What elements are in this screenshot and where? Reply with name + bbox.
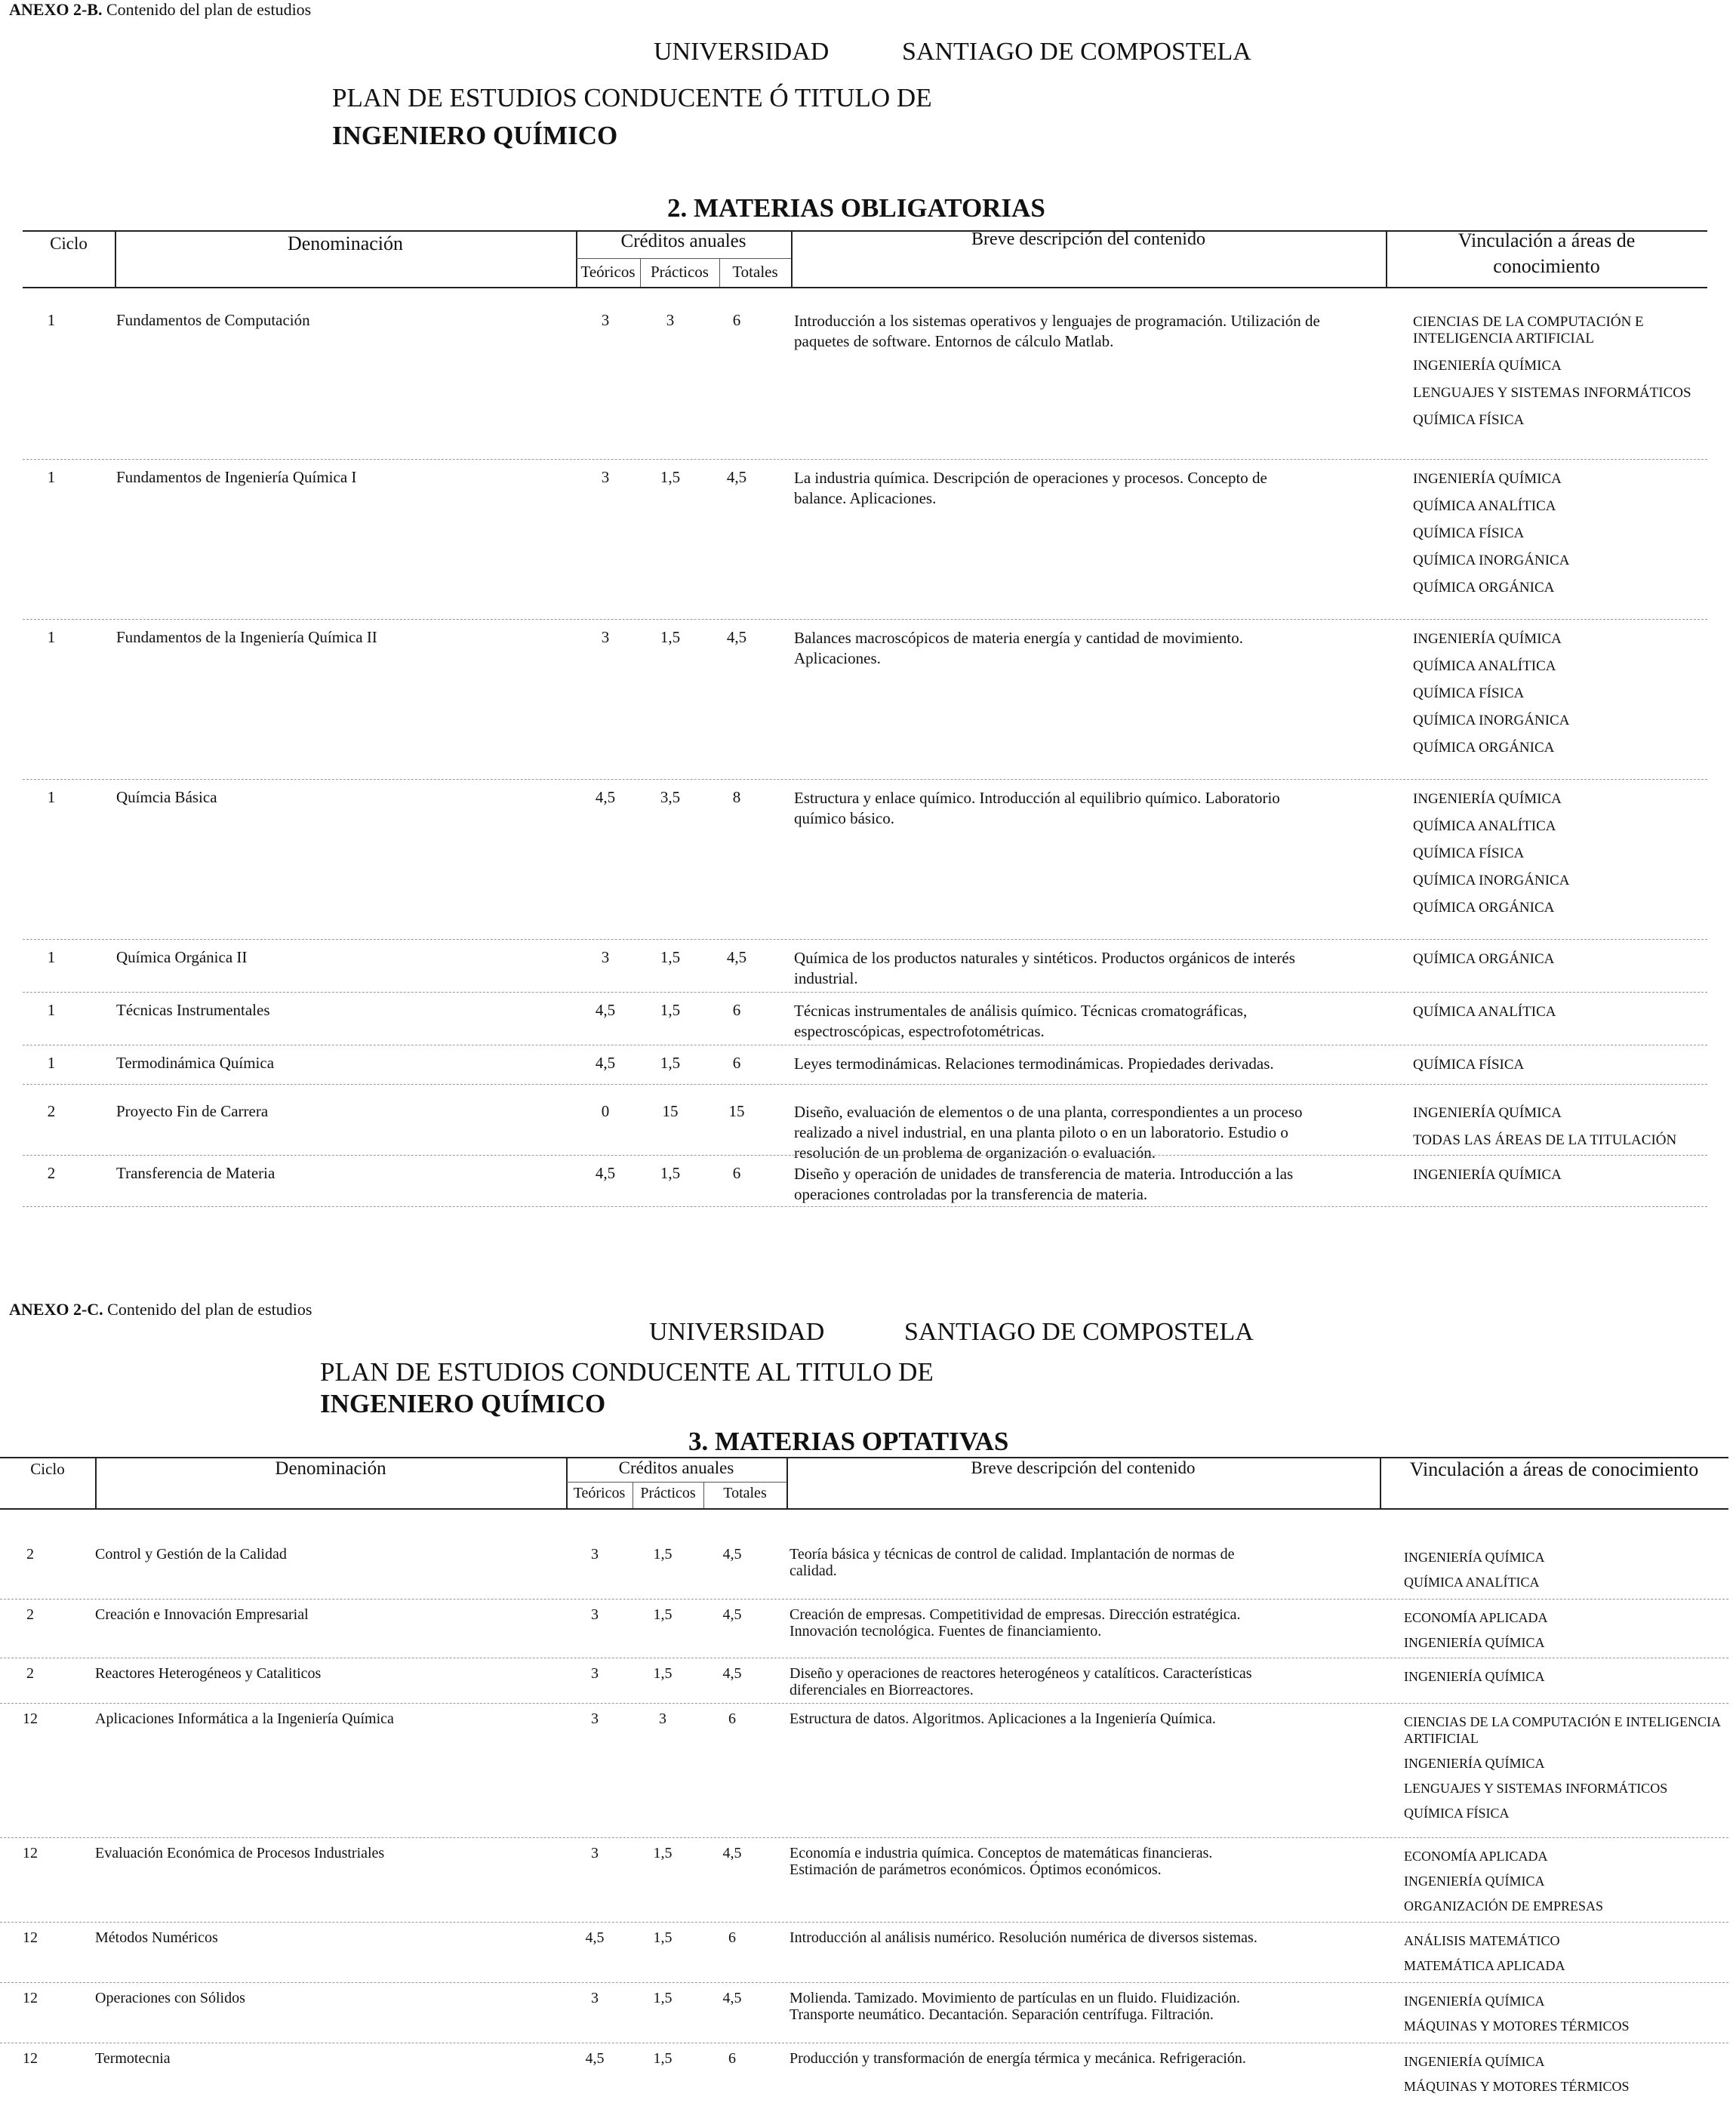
area-item: INGENIERÍA QUÍMICA	[1413, 791, 1562, 807]
annex-b-code: ANEXO 2-B.	[9, 0, 103, 19]
area-item: MATEMÁTICA APLICADA	[1404, 1958, 1565, 1973]
area-item: QUÍMICA FÍSICA	[1413, 412, 1525, 428]
description-line: Estructura y enlace químico. Introducción al equilibrio químico. Laboratorio	[794, 789, 1280, 807]
cell-descripcion	[794, 628, 1390, 669]
cell-areas	[1413, 1105, 1715, 1159]
description-line: balance. Aplicaciones.	[794, 489, 937, 507]
area-item: QUÍMICA INORGÁNICA	[1413, 553, 1570, 568]
cell-denominacion: Proyecto Fin de Carrera	[116, 1102, 269, 1120]
cell-practicos: 1,5	[660, 1001, 681, 1019]
row-separator	[0, 1982, 1728, 1983]
header-teoricos-c: Teóricos	[573, 1485, 626, 1501]
cell-denominacion: Químcia Básica	[116, 788, 217, 806]
cell-teoricos: 4,5	[595, 1001, 616, 1019]
description-line: Técnicas instrumentales de análisis químico. Técnicas cromatográficas,	[794, 1002, 1248, 1020]
cell-descripcion	[790, 1710, 1378, 1727]
cell-practicos: 1,5	[660, 1054, 681, 1072]
area-item: QUÍMICA FÍSICA	[1413, 1057, 1525, 1073]
cell-descripcion	[790, 2050, 1378, 2067]
row-separator	[23, 779, 1707, 780]
annex-c-code: ANEXO 2-C.	[9, 1300, 103, 1319]
universidad-name-b: SANTIAGO DE COMPOSTELA	[902, 38, 1251, 66]
cell-descripcion	[794, 1164, 1390, 1205]
cell-totales: 6	[728, 2050, 736, 2067]
section-title-obligatorias: 2. MATERIAS OBLIGATORIAS	[667, 193, 1045, 223]
cell-totales: 8	[732, 788, 741, 806]
cell-ciclo: 1	[47, 788, 56, 806]
cell-areas	[1413, 791, 1715, 927]
cell-ciclo: 1	[47, 948, 56, 966]
cell-teoricos: 4,5	[585, 1929, 605, 1946]
cell-ciclo: 12	[23, 2050, 38, 2067]
cell-areas	[1413, 1167, 1715, 1194]
area-item: QUÍMICA ORGÁNICA	[1413, 740, 1555, 756]
cell-descripcion	[794, 468, 1390, 509]
description-line: Balances macroscópicos de materia energía y cantidad de movimiento.	[794, 629, 1243, 647]
area-item: INGENIERÍA QUÍMICA	[1404, 1874, 1545, 1889]
cell-descripcion	[790, 1845, 1378, 1878]
cell-ciclo: 1	[47, 1001, 56, 1019]
header-ciclo: Ciclo	[50, 234, 88, 253]
cell-denominacion: Control y Gestión de la Calidad	[95, 1546, 287, 1563]
cell-teoricos: 3	[601, 311, 610, 329]
area-item: INGENIERÍA QUÍMICA	[1404, 1635, 1545, 1650]
header-ciclo-c: Ciclo	[30, 1460, 65, 1478]
cell-ciclo: 2	[26, 1665, 34, 1682]
cell-ciclo: 12	[23, 1929, 38, 1946]
cell-denominacion: Transferencia de Materia	[116, 1164, 275, 1182]
header-practicos: Prácticos	[651, 263, 709, 281]
universidad-label-b: UNIVERSIDAD	[654, 38, 830, 66]
cell-teoricos: 3	[591, 1710, 599, 1727]
row-separator	[0, 1837, 1728, 1838]
cell-ciclo: 2	[26, 1546, 34, 1563]
area-item: ECONOMÍA APLICADA	[1404, 1610, 1548, 1625]
cell-totales: 6	[728, 1929, 736, 1946]
area-item: QUÍMICA FÍSICA	[1404, 1806, 1510, 1821]
cell-teoricos: 3	[591, 1990, 599, 2006]
description-line: Teoría básica y técnicas de control de calidad. Implantación de normas de	[790, 1546, 1235, 1563]
cell-areas	[1404, 1713, 1721, 1830]
cell-practicos: 1,5	[660, 1164, 681, 1182]
cell-areas	[1413, 631, 1715, 767]
header-descripcion-c: Breve descripción del contenido	[971, 1458, 1196, 1477]
area-item: QUÍMICA ORGÁNICA	[1413, 900, 1555, 916]
cell-denominacion: Termotecnia	[95, 2050, 171, 2067]
area-item: CIENCIAS DE LA COMPUTACIÓN E INTELIGENCIA ARTIFICIAL	[1404, 1714, 1721, 1746]
header-vinculacion-1: Vinculación a áreas de	[1457, 229, 1636, 251]
description-line: Estructura de datos. Algoritmos. Aplicaciones a la Ingeniería Química.	[790, 1710, 1216, 1727]
cell-ciclo: 1	[47, 468, 56, 486]
area-item: LENGUAJES Y SISTEMAS INFORMÁTICOS	[1413, 385, 1691, 401]
header-descripcion: Breve descripción del contenido	[971, 229, 1205, 249]
area-item: QUÍMICA ANALÍTICA	[1413, 658, 1556, 674]
cell-areas	[1404, 1549, 1721, 1599]
area-item: CIENCIAS DE LA COMPUTACIÓN E INTELIGENCIA ARTIFICIAL	[1413, 314, 1644, 346]
cell-practicos: 1,5	[653, 1845, 673, 1861]
cell-teoricos: 3	[591, 1665, 599, 1682]
area-item: QUÍMICA ANALÍTICA	[1404, 1575, 1540, 1590]
area-item: QUÍMICA ORGÁNICA	[1413, 580, 1555, 596]
area-item: INGENIERÍA QUÍMICA	[1404, 1994, 1545, 2009]
cell-totales: 6	[732, 1054, 741, 1072]
universidad-label-c: UNIVERSIDAD	[649, 1318, 825, 1346]
row-separator	[0, 1922, 1728, 1923]
header-totales-c: Totales	[723, 1485, 767, 1501]
cell-totales: 4,5	[726, 468, 747, 486]
row-separator	[23, 1155, 1707, 1156]
cell-teoricos: 3	[591, 1546, 599, 1563]
description-line: Creación de empresas. Competitividad de empresas. Dirección estratégica.	[790, 1606, 1241, 1623]
row-separator	[23, 1206, 1707, 1207]
cell-totales: 6	[728, 1710, 736, 1727]
cell-totales: 4,5	[726, 948, 747, 966]
cell-descripcion	[790, 1546, 1378, 1579]
row-separator	[23, 992, 1707, 993]
plan-line-b: PLAN DE ESTUDIOS CONDUCENTE Ó TITULO DE	[332, 83, 932, 112]
header-denominacion-c: Denominación	[275, 1458, 386, 1479]
cell-denominacion: Fundamentos de Ingeniería Química I	[116, 468, 357, 486]
header-practicos-c: Prácticos	[640, 1485, 696, 1501]
cell-ciclo: 2	[26, 1606, 34, 1623]
area-item: INGENIERÍA QUÍMICA	[1413, 1105, 1562, 1121]
description-line: Producción y transformación de energía térmica y mecánica. Refrigeración.	[790, 2050, 1246, 2067]
cell-descripcion	[794, 788, 1390, 829]
area-item: MÁQUINAS Y MOTORES TÉRMICOS	[1404, 2079, 1630, 2094]
degree-b: INGENIERO QUÍMICO	[332, 121, 618, 150]
description-line: Química de los productos naturales y sintéticos. Productos orgánicos de interés	[794, 949, 1295, 967]
row-separator	[0, 1599, 1728, 1600]
description-line: La industria química. Descripción de operaciones y procesos. Concepto de	[794, 469, 1267, 487]
cell-teoricos: 4,5	[595, 1164, 616, 1182]
cell-areas	[1413, 314, 1715, 439]
description-line: Aplicaciones.	[794, 649, 881, 667]
cell-areas	[1413, 1057, 1715, 1084]
annex-b-text: Contenido del plan de estudios	[106, 0, 312, 19]
description-line: diferenciales en Biorreactores.	[790, 1682, 974, 1698]
area-item: INGENIERÍA QUÍMICA	[1404, 1756, 1545, 1771]
description-line: Introducción a los sistemas operativos y lenguajes de programación. Utilización de	[794, 312, 1320, 330]
cell-denominacion: Termodinámica Química	[116, 1054, 275, 1072]
area-item: QUÍMICA INORGÁNICA	[1413, 713, 1570, 728]
cell-descripcion	[790, 1929, 1378, 1946]
cell-practicos: 15	[662, 1102, 679, 1120]
cell-teoricos: 3	[601, 948, 610, 966]
cell-totales: 4,5	[722, 1665, 742, 1682]
area-item: INGENIERÍA QUÍMICA	[1404, 1550, 1545, 1565]
cell-practicos: 1,5	[653, 2050, 673, 2067]
description-line: Innovación tecnológica. Fuentes de financiamiento.	[790, 1623, 1102, 1640]
cell-denominacion: Técnicas Instrumentales	[116, 1001, 270, 1019]
area-item: QUÍMICA ANALÍTICA	[1413, 498, 1556, 514]
cell-areas	[1404, 1932, 1721, 1982]
cell-ciclo: 1	[47, 311, 56, 329]
description-line: operaciones controladas por la transferencia de materia.	[794, 1185, 1148, 1203]
cell-teoricos: 3	[591, 1845, 599, 1861]
plan-line-c: PLAN DE ESTUDIOS CONDUCENTE AL TITULO DE	[320, 1357, 934, 1387]
cell-practicos: 1,5	[653, 1990, 673, 2006]
cell-ciclo: 12	[23, 1710, 38, 1727]
cell-practicos: 3,5	[660, 788, 681, 806]
description-line: Diseño, evaluación de elementos o de una planta, correspondientes a un proceso	[794, 1103, 1303, 1121]
area-item: ORGANIZACIÓN DE EMPRESAS	[1404, 1898, 1604, 1914]
description-line: Transporte neumático. Decantación. Separación centrífuga. Filtración.	[790, 2006, 1214, 2023]
cell-descripcion	[794, 1054, 1390, 1074]
area-item: MÁQUINAS Y MOTORES TÉRMICOS	[1404, 2018, 1630, 2034]
header-teoricos: Teóricos	[580, 263, 636, 281]
cell-ciclo: 2	[47, 1102, 56, 1120]
cell-descripcion	[790, 1990, 1378, 2023]
cell-totales: 6	[732, 311, 741, 329]
cell-areas	[1404, 1848, 1721, 1923]
cell-areas	[1413, 951, 1715, 978]
area-item: QUÍMICA FÍSICA	[1413, 525, 1525, 541]
description-line: Estimación de parámetros económicos. Óptimos económicos.	[790, 1861, 1162, 1878]
cell-areas	[1404, 1609, 1721, 1659]
annex-c-heading	[9, 1300, 312, 1319]
row-separator	[23, 939, 1707, 940]
cell-denominacion: Fundamentos de Computación	[116, 311, 310, 329]
description-line: paquetes de software. Entornos de cálculo Matlab.	[794, 332, 1114, 350]
cell-totales: 4,5	[722, 1845, 742, 1861]
description-line: Diseño y operaciones de reactores heterogéneos y catalíticos. Características	[790, 1665, 1252, 1682]
header-denominacion: Denominación	[287, 232, 404, 254]
header-vinculacion-c: Vinculación a áreas de conocimiento	[1409, 1458, 1699, 1480]
section-title-optativas: 3. MATERIAS OPTATIVAS	[688, 1427, 1009, 1456]
row-separator	[23, 1084, 1707, 1085]
cell-practicos: 1,5	[660, 948, 681, 966]
description-line: realizado a nivel industrial, en una planta piloto o en un laboratorio. Estudio o	[794, 1123, 1288, 1141]
cell-totales: 4,5	[722, 1606, 742, 1623]
area-item: TODAS LAS ÁREAS DE LA TITULACIÓN	[1413, 1132, 1677, 1148]
cell-areas	[1413, 471, 1715, 607]
description-line: Leyes termodinámicas. Relaciones termodinámicas. Propiedades derivadas.	[794, 1055, 1274, 1073]
description-line: resolución de un problema de organización o evaluación.	[794, 1144, 1156, 1162]
cell-teoricos: 4,5	[595, 1054, 616, 1072]
cell-denominacion: Operaciones con Sólidos	[95, 1990, 245, 2006]
cell-practicos: 1,5	[653, 1665, 673, 1682]
description-line: espectroscópicas, espectrofotométricas.	[794, 1022, 1045, 1040]
area-item: QUÍMICA FÍSICA	[1413, 685, 1525, 701]
cell-teoricos: 3	[601, 628, 610, 646]
cell-teoricos: 0	[601, 1102, 610, 1120]
cell-denominacion: Reactores Heterogéneos y Cataliticos	[95, 1665, 322, 1682]
area-item: INGENIERÍA QUÍMICA	[1413, 631, 1562, 647]
cell-practicos: 1,5	[653, 1606, 673, 1623]
cell-totales: 4,5	[722, 1990, 742, 2006]
cell-areas	[1404, 1993, 1721, 2043]
area-item: QUÍMICA ANALÍTICA	[1413, 1004, 1556, 1020]
annex-c-text: Contenido del plan de estudios	[107, 1300, 312, 1319]
cell-areas	[1404, 1668, 1721, 1693]
row-separator	[0, 1703, 1728, 1704]
area-item: QUÍMICA ANALÍTICA	[1413, 818, 1556, 834]
area-item: QUÍMICA INORGÁNICA	[1413, 873, 1570, 888]
degree-c: INGENIERO QUÍMICO	[320, 1389, 606, 1418]
area-item: INGENIERÍA QUÍMICA	[1413, 1167, 1562, 1183]
area-item: QUÍMICA FÍSICA	[1413, 845, 1525, 861]
description-line: Introducción al análisis numérico. Resolución numérica de diversos sistemas.	[790, 1929, 1257, 1946]
area-item: INGENIERÍA QUÍMICA	[1404, 2054, 1545, 2069]
cell-denominacion: Química Orgánica II	[116, 948, 248, 966]
cell-ciclo: 12	[23, 1990, 38, 2006]
cell-denominacion: Evaluación Económica de Procesos Industriales	[95, 1845, 385, 1861]
cell-totales: 15	[728, 1102, 745, 1120]
cell-descripcion	[790, 1606, 1378, 1640]
cell-practicos: 1,5	[653, 1929, 673, 1946]
universidad-name-c: SANTIAGO DE COMPOSTELA	[904, 1318, 1254, 1346]
cell-ciclo: 12	[23, 1845, 38, 1861]
row-separator	[23, 619, 1707, 620]
area-item: LENGUAJES Y SISTEMAS INFORMÁTICOS	[1404, 1781, 1668, 1796]
cell-descripcion	[794, 948, 1390, 989]
cell-denominacion: Fundamentos de la Ingeniería Química II	[116, 628, 377, 646]
row-separator	[23, 459, 1707, 460]
cell-descripcion	[794, 311, 1390, 352]
cell-practicos: 3	[659, 1710, 666, 1727]
cell-teoricos: 3	[601, 468, 610, 486]
cell-practicos: 1,5	[653, 1546, 673, 1563]
cell-ciclo: 1	[47, 628, 56, 646]
description-line: Molienda. Tamizado. Movimiento de partículas en un fluido. Fluidización.	[790, 1990, 1240, 2006]
cell-teoricos: 4,5	[595, 788, 616, 806]
area-item: INGENIERÍA QUÍMICA	[1404, 1669, 1545, 1684]
area-item: QUÍMICA ORGÁNICA	[1413, 951, 1555, 967]
cell-areas	[1404, 2053, 1721, 2103]
header-creditos-c: Créditos anuales	[618, 1458, 734, 1477]
cell-totales: 4,5	[722, 1546, 742, 1563]
cell-teoricos: 4,5	[585, 2050, 605, 2067]
cell-areas	[1413, 1004, 1715, 1031]
cell-practicos: 3	[666, 311, 675, 329]
cell-descripcion	[790, 1665, 1378, 1698]
description-line: Diseño y operación de unidades de transferencia de materia. Introducción a las	[794, 1165, 1294, 1183]
description-line: industrial.	[794, 969, 858, 987]
cell-totales: 6	[732, 1001, 741, 1019]
header-totales: Totales	[732, 263, 778, 281]
annex-b-heading	[9, 0, 311, 20]
description-line: calidad.	[790, 1563, 837, 1579]
cell-practicos: 1,5	[660, 628, 681, 646]
cell-ciclo: 1	[47, 1054, 56, 1072]
cell-practicos: 1,5	[660, 468, 681, 486]
cell-ciclo: 2	[47, 1164, 56, 1182]
area-item: INGENIERÍA QUÍMICA	[1413, 358, 1562, 374]
cell-descripcion	[794, 1001, 1390, 1042]
header-creditos: Créditos anuales	[620, 231, 746, 251]
cell-totales: 4,5	[726, 628, 747, 646]
area-item: ECONOMÍA APLICADA	[1404, 1849, 1548, 1864]
cell-denominacion: Métodos Numéricos	[95, 1929, 218, 1946]
area-item: INGENIERÍA QUÍMICA	[1413, 471, 1562, 487]
cell-descripcion	[794, 1102, 1390, 1163]
header-vinculacion-2: conocimiento	[1493, 255, 1600, 277]
cell-denominacion: Aplicaciones Informática a la Ingeniería Química	[95, 1710, 394, 1727]
description-line: Economía e industria química. Conceptos de matemáticas financieras.	[790, 1845, 1213, 1861]
cell-denominacion: Creación e Innovación Empresarial	[95, 1606, 309, 1623]
cell-totales: 6	[732, 1164, 741, 1182]
area-item: ANÁLISIS MATEMÁTICO	[1404, 1933, 1560, 1948]
description-line: químico básico.	[794, 809, 894, 827]
cell-teoricos: 3	[591, 1606, 599, 1623]
